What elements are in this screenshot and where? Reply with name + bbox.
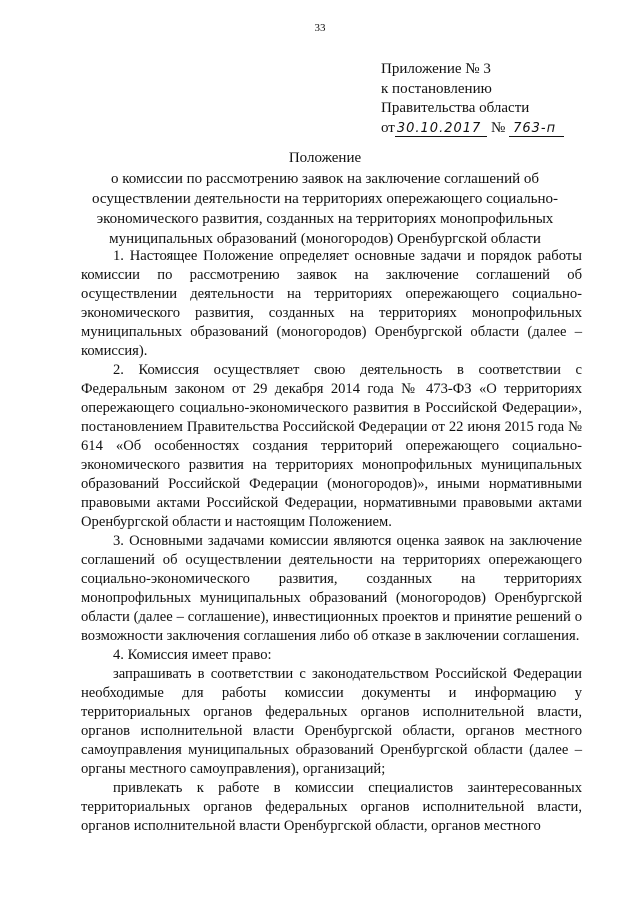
- appendix-block: [381, 60, 611, 138]
- title-subtitle: о комиссии по рассмотрению заявок на заключение соглашений об осуществлении деятельности на территориях опережающего социально-экономического развития, созданных на территориях монопрофильных муниципальных образований (моногородов) Оренбургской области: [92, 171, 558, 247]
- date-prefix: от: [381, 119, 395, 136]
- document-title: [90, 148, 560, 249]
- appendix-line-3: Правительства области: [381, 100, 530, 116]
- page-number: 33: [314, 22, 326, 34]
- number-sign: №: [491, 119, 506, 136]
- paragraph-4: 4. Комиссия имеет право:: [113, 647, 272, 663]
- paragraph-2: 2. Комиссия осуществляет свою деятельность в соответствии с Федеральным законом от 29 декабря 2014 года № 473-ФЗ «О территориях опережающего социально-экономического развития в Российской Федерации», постановлением Правительства Российской Федерации от 22 июня 2015 года № 614 «Об особенностях создания территорий опережающего социально-экономического развития на территориях монопрофильных муниципальных образований Российской Федерации (моногородов)», иными нормативными правовыми актами Российской Федерации, нормативными правовыми актами Оренбургской области и настоящим Положением.: [81, 362, 582, 530]
- appendix-line-1: Приложение № 3: [381, 61, 491, 77]
- document-body: [81, 247, 582, 836]
- handwritten-date: 30.10.2017: [395, 121, 487, 137]
- paragraph-5: запрашивать в соответствии с законодательством Российской Федерации необходимые для работы комиссии документы и информацию у территориальных органов федеральных органов исполнительной власти, органов исполнительной власти Оренбургской области, органов местного самоуправления муниципальных образований Оренбургской области (далее – органы местного самоуправления), организаций;: [81, 666, 582, 777]
- handwritten-number: 763-п: [509, 121, 564, 137]
- paragraph-6: привлекать к работе в комиссии специалистов заинтересованных территориальных органов федеральных органов исполнительной власти, органов исполнительной власти Оренбургской области, органов местного: [81, 780, 582, 834]
- appendix-date-line: [381, 119, 611, 139]
- title-heading: Положение: [288, 150, 362, 166]
- paragraph-3: 3. Основными задачами комиссии являются оценка заявок на заключение соглашений об осуществлении деятельности на территориях опережающего социально-экономического развития, созданных на территориях монопрофильных муниципальных образований (моногородов) Оренбургской области (далее – соглашение), инвестиционных проектов и принятие решений о возможности заключения соглашения либо об отказе в заключении соглашения.: [81, 533, 582, 644]
- paragraph-1: 1. Настоящее Положение определяет основные задачи и порядок работы комиссии по рассмотрению заявок на заключение соглашений об осуществлении деятельности на территориях опережающего социально-экономического развития, созданных на территориях монопрофильных муниципальных образований (моногородов) Оренбургской области (далее – комиссия).: [81, 248, 582, 359]
- appendix-line-2: к постановлению: [381, 80, 492, 97]
